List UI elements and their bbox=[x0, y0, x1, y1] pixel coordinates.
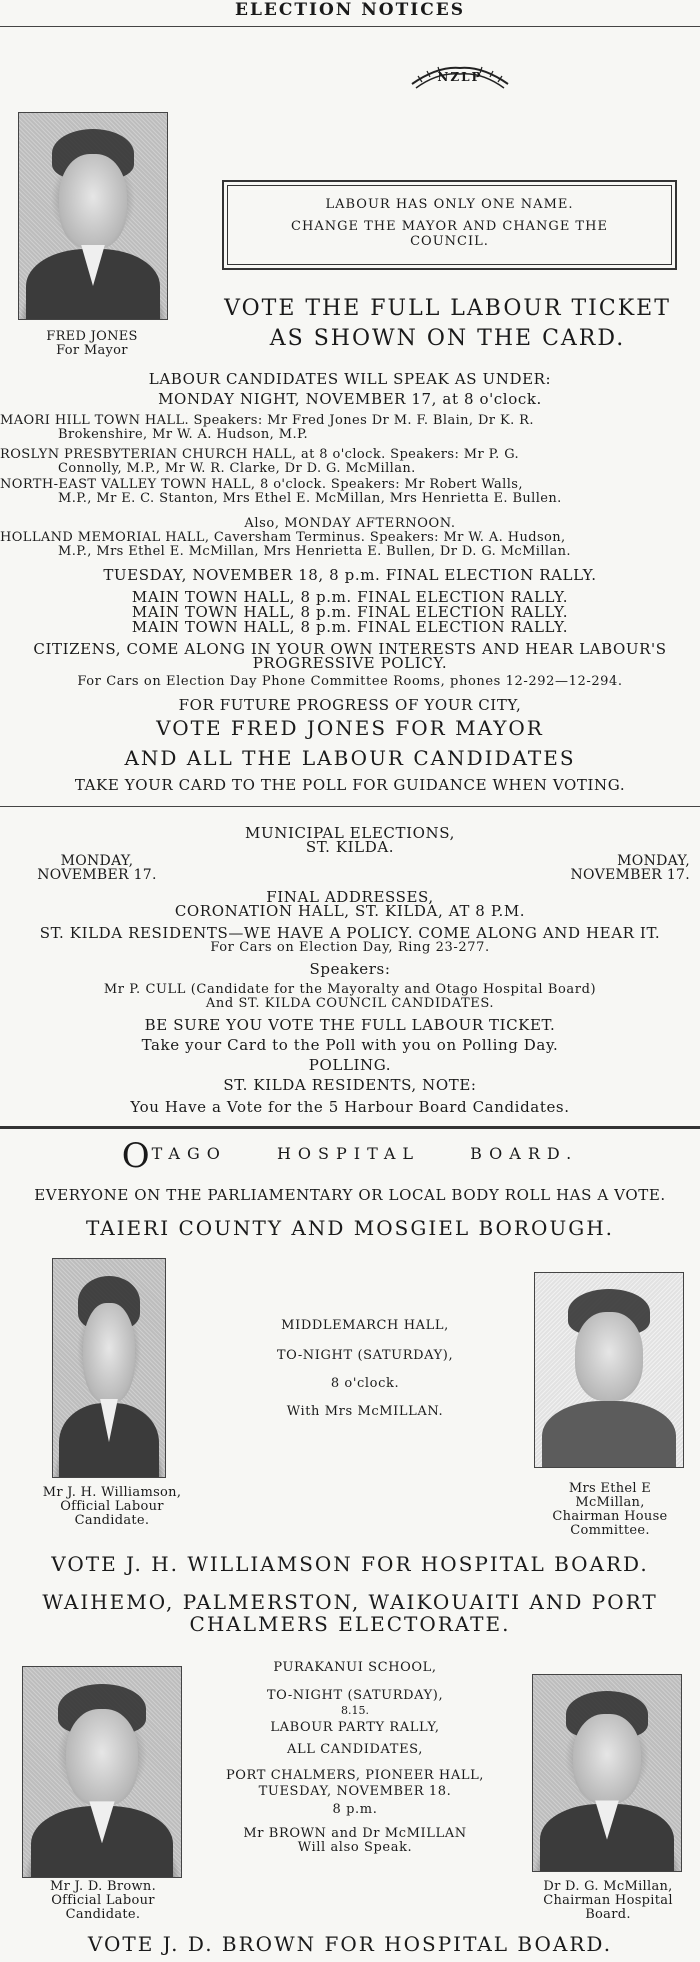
title-initial: O bbox=[121, 1136, 152, 1176]
holland-line-2: M.P., Mrs Ethel E. McMillan, Mrs Henrietta E. Bullen, Dr D. G. McMillan. bbox=[58, 544, 571, 559]
taieri-mosgiel: TAIERI COUNTY AND MOSGIEL BOROUGH. bbox=[85, 1216, 615, 1240]
citizens-line-1: CITIZENS, COME ALONG IN YOUR OWN INTERESTS AND HEAR LABOUR'S bbox=[33, 640, 667, 658]
maori-hill-line-2: Brokenshire, Mr W. A. Hudson, M.P. bbox=[58, 427, 309, 442]
date-right: MONDAY, NOVEMBER 17. bbox=[570, 853, 690, 883]
pioneer-hall: PORT CHALMERS, PIONEER HALL, bbox=[225, 1768, 485, 1783]
rally-line-2: MAIN TOWN HALL, 8 p.m. FINAL ELECTION RALLY. bbox=[131, 603, 569, 621]
middlemarch-hall: MIDDLEMARCH HALL, bbox=[281, 1318, 449, 1333]
will-also-speak: Will also Speak. bbox=[297, 1840, 413, 1855]
vote-fred-jones: VOTE FRED JONES FOR MAYOR bbox=[156, 716, 544, 740]
title-rest: TAGO HOSPITAL BOARD. bbox=[151, 1144, 579, 1163]
cull-line-2: And ST. KILDA COUNCIL CANDIDATES. bbox=[205, 996, 495, 1011]
otago-hospital-board-title bbox=[0, 1136, 700, 1176]
cull-line-1: Mr P. CULL (Candidate for the Mayoralty and Otago Hospital Board) bbox=[103, 982, 597, 997]
everyone-roll-vote: EVERYONE ON THE PARLIAMENTARY OR LOCAL BODY ROLL HAS A VOTE. bbox=[34, 1186, 666, 1204]
pioneer-time: 8 p.m. bbox=[332, 1802, 378, 1817]
williamson-caption: Mr J. H. Williamson, Official Labour Candidate. bbox=[42, 1485, 182, 1528]
polling-label: POLLING. bbox=[308, 1056, 392, 1074]
williamson-photo bbox=[52, 1258, 166, 1478]
dg-mcmillan-caption: Dr D. G. McMillan, Chairman Hospital Board. bbox=[543, 1879, 673, 1922]
holland-line-1: HOLLAND MEMORIAL HALL, Caversham Terminus. Speakers: Mr W. A. Hudson, bbox=[0, 530, 566, 545]
roslyn-line-2: Connolly, M.P., Mr W. R. Clarke, Dr D. G. McMillan. bbox=[58, 461, 416, 476]
as-shown-on-card: AS SHOWN ON THE CARD. bbox=[269, 326, 626, 351]
vote-williamson: VOTE J. H. WILLIAMSON FOR HOSPITAL BOARD. bbox=[51, 1552, 649, 1576]
maori-hill-line-1: MAORI HILL TOWN HALL. Speakers: Mr Fred Jones Dr M. F. Blain, Dr K. R. bbox=[0, 413, 534, 428]
section-rule-2 bbox=[0, 1126, 700, 1129]
slogan-line-2: CHANGE THE MAYOR AND CHANGE THE bbox=[291, 219, 608, 234]
st-kilda-title: ST. KILDA. bbox=[305, 838, 395, 856]
slogan-line-3: COUNCIL. bbox=[410, 234, 489, 249]
coronation-hall: CORONATION HALL, ST. KILDA, AT 8 P.M. bbox=[174, 902, 526, 920]
all-candidates: ALL CANDIDATES, bbox=[287, 1742, 423, 1757]
cars-phone: For Cars on Election Day Phone Committee Rooms, phones 12-292—12-294. bbox=[77, 674, 623, 689]
logo-text: NZLP bbox=[437, 70, 483, 84]
ethel-mcmillan-photo bbox=[534, 1272, 684, 1468]
municipal-elections: MUNICIPAL ELECTIONS, bbox=[245, 824, 455, 842]
tuesday-rally: TUESDAY, NOVEMBER 18, 8 p.m. FINAL ELECTION RALLY. bbox=[103, 566, 597, 584]
take-card-guidance: TAKE YOUR CARD TO THE POLL FOR GUIDANCE WHEN VOTING. bbox=[74, 776, 626, 794]
rally-line-3: MAIN TOWN HALL, 8 p.m. FINAL ELECTION RALLY. bbox=[131, 618, 569, 636]
northeast-line-2: M.P., Mr E. C. Stanton, Mrs Ethel E. McMillan, Mrs Henrietta E. Bullen. bbox=[58, 491, 562, 506]
rally-line-1: MAIN TOWN HALL, 8 p.m. FINAL ELECTION RALLY. bbox=[131, 588, 569, 606]
slogan-line-1: LABOUR HAS ONLY ONE NAME. bbox=[325, 197, 574, 212]
also-monday-afternoon: Also, MONDAY AFTERNOON. bbox=[244, 516, 456, 531]
page-title: ELECTION NOTICES bbox=[235, 0, 465, 20]
northeast-line-1: NORTH-EAST VALLEY TOWN HALL, 8 o'clock. Speakers: Mr Robert Walls, bbox=[0, 477, 523, 492]
final-addresses: FINAL ADDRESSES, bbox=[266, 888, 434, 906]
brown-photo bbox=[22, 1666, 182, 1878]
fred-jones-photo bbox=[18, 112, 168, 320]
dg-mcmillan-photo bbox=[532, 1674, 682, 1872]
st-kilda-residents-policy: ST. KILDA RESIDENTS—WE HAVE A POLICY. COME ALONG AND HEAR IT. bbox=[39, 924, 661, 942]
speakers-label: Speakers: bbox=[309, 960, 391, 978]
ethel-mcmillan-caption: Mrs Ethel E McMillan, Chairman House Committee. bbox=[552, 1481, 668, 1538]
fred-jones-caption: FRED JONES For Mayor bbox=[46, 329, 138, 358]
slogan-box bbox=[222, 180, 677, 270]
harbour-board-vote: You Have a Vote for the 5 Harbour Board Candidates. bbox=[130, 1098, 570, 1116]
middlemarch-tonight: TO-NIGHT (SATURDAY), bbox=[276, 1348, 454, 1363]
purakanui-time: 8.15. bbox=[341, 1704, 369, 1717]
middlemarch-with: With Mrs McMILLAN. bbox=[286, 1404, 444, 1419]
purakanui-tonight: TO-NIGHT (SATURDAY), bbox=[266, 1688, 444, 1703]
st-kilda-cars: For Cars on Election Day, Ring 23-277. bbox=[210, 940, 490, 955]
header-rule bbox=[0, 26, 700, 27]
meetings-intro: LABOUR CANDIDATES WILL SPEAK AS UNDER: bbox=[148, 370, 552, 388]
take-card-polling: Take your Card to the Poll with you on Polling Day. bbox=[141, 1036, 559, 1054]
citizens-line-2: PROGRESSIVE POLICY. bbox=[252, 654, 448, 672]
purakanui-school: PURAKANUI SCHOOL, bbox=[273, 1660, 437, 1675]
vote-full-ticket: VOTE THE FULL LABOUR TICKET bbox=[224, 296, 671, 321]
future-progress: FOR FUTURE PROGRESS OF YOUR CITY, bbox=[178, 696, 522, 714]
roslyn-line-1: ROSLYN PRESBYTERIAN CHURCH HALL, at 8 o'clock. Speakers: Mr P. G. bbox=[0, 447, 520, 462]
labour-party-rally: LABOUR PARTY RALLY, bbox=[270, 1720, 440, 1735]
monday-night: MONDAY NIGHT, NOVEMBER 17, at 8 o'clock. bbox=[158, 390, 542, 408]
tuesday-november: TUESDAY, NOVEMBER 18. bbox=[258, 1784, 452, 1799]
date-left: MONDAY, NOVEMBER 17. bbox=[37, 853, 157, 883]
vote-brown: VOTE J. D. BROWN FOR HOSPITAL BOARD. bbox=[87, 1932, 613, 1956]
nzlp-logo bbox=[408, 62, 512, 96]
waihemo-line-2: CHALMERS ELECTORATE. bbox=[189, 1612, 511, 1636]
brown-caption: Mr J. D. Brown. Official Labour Candidate. bbox=[49, 1879, 157, 1922]
waihemo-line-1: WAIHEMO, PALMERSTON, WAIKOUAITI AND PORT bbox=[42, 1590, 658, 1614]
section-rule-1 bbox=[0, 806, 700, 807]
st-kilda-note: ST. KILDA RESIDENTS, NOTE: bbox=[223, 1076, 477, 1094]
be-sure-vote: BE SURE YOU VOTE THE FULL LABOUR TICKET. bbox=[144, 1016, 556, 1034]
all-labour-candidates: AND ALL THE LABOUR CANDIDATES bbox=[124, 746, 576, 770]
brown-mcmillan-speak: Mr BROWN and Dr McMILLAN bbox=[243, 1826, 467, 1841]
middlemarch-time: 8 o'clock. bbox=[330, 1376, 400, 1391]
